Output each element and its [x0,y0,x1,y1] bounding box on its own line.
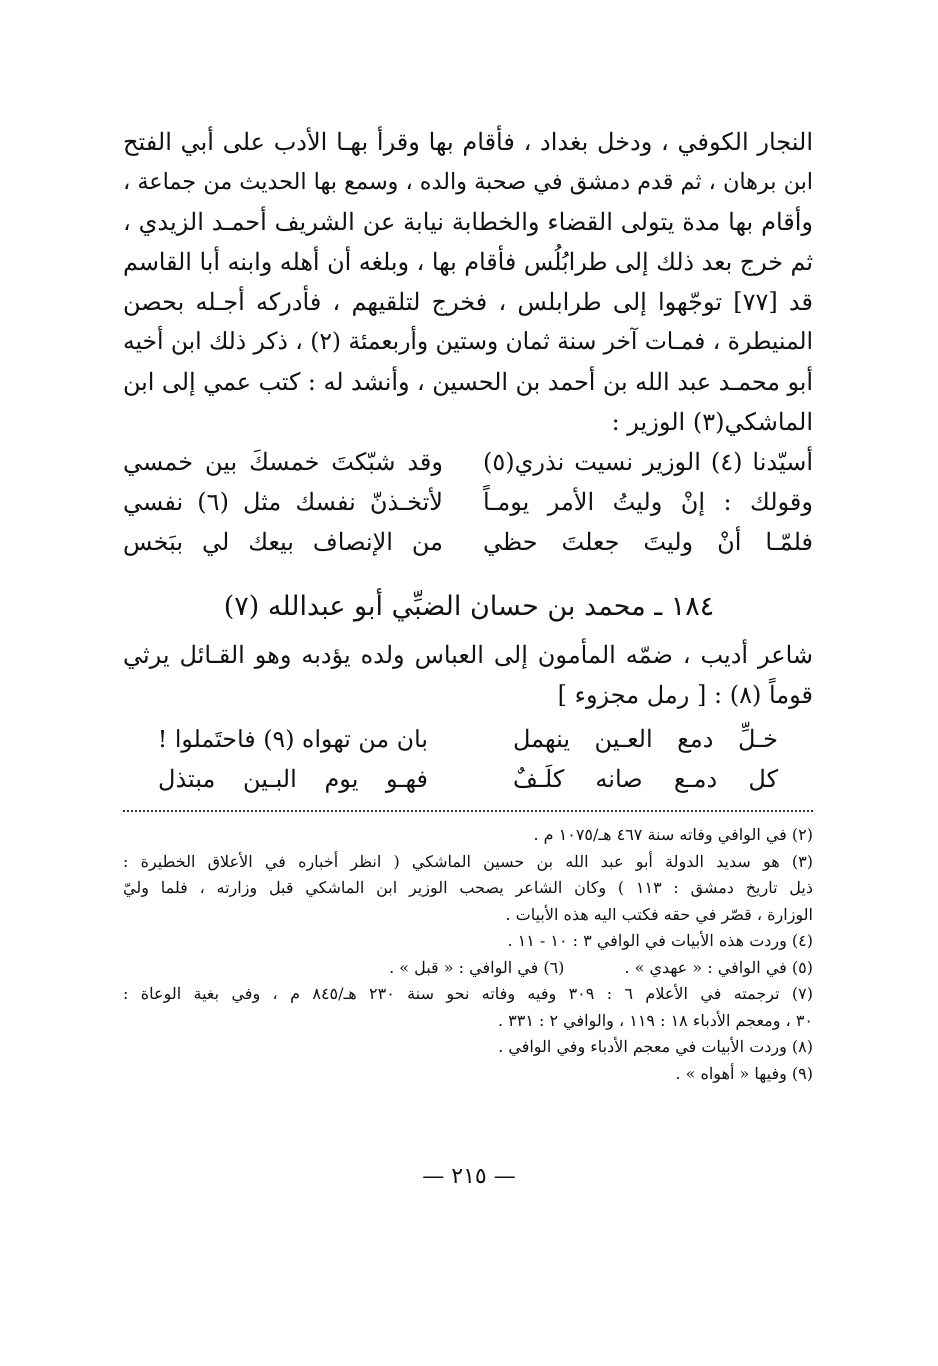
footnote: (٥) في الوافي : « عهدي » . [624,957,813,977]
footnotes [123,822,813,1087]
footnote: (٤) وردت هذه الأبيات في الوافي ٣ : ١٠ - ١١ . [507,931,813,950]
poem-second [158,719,778,799]
poem-verse [158,759,778,799]
verse-first-hemistich: أسيّدنا (٤) الوزير نسيت نذري(٥) [483,448,813,476]
footnote: الوزارة ، قصّر في حقه فكتب اليه هذه الأبيات . [505,904,813,924]
verse-second-hemistich: فهـو يوم البـين مبتذل [158,765,428,793]
footnote: (٩) وفيها « أهواه » . [675,1063,813,1083]
text-line: المنيطرة ، فمـات آخر سنة ثمان وستين وأربعمئة (٢) ، ذكر ذلك ابن أخيه [123,328,813,355]
footnote: (٦) في الوافي : « قبل » . [389,957,565,977]
text-line: ابن برهان ، ثم قدم دمشق في صحبة والده ، وسمع بها الحديث من جماعة ، [123,169,813,195]
entry-text [123,635,813,715]
main-text [123,122,813,442]
poem-verse [158,719,778,759]
footnote: ذيل تاريخ دمشق : ١١٣ ) وكان الشاعر يصحب الوزير ابن الماشكي قبل وزارته ، فلما وليّ [123,878,813,897]
verse-first-hemistich: خـلِّ دمع العـين ينهمل [513,725,778,753]
footnote-gap [564,955,624,982]
page-number: — ٢١٥ — [422,1164,516,1189]
text-line: النجار الكوفي ، ودخل بغداد ، فأقام بها وقرأ بهـا الأدب على أبي الفتح [123,128,813,156]
poem-first [123,442,813,562]
text-line: ثم خرج بعد ذلك إلى طرابُلُس فأقام بها ، وبلغه أن أهله وابنه أبا القاسم [123,248,813,276]
footnote: (٧) ترجمته في الأعلام ٦ : ٣٠٩ وفيه وفاته نحو سنة ٢٣٠ هـ/٨٤٥ م ، وفي بغية الوعاة : [123,984,813,1003]
text-line: وأقام بها مدة يتولى القضاء والخطابة نيابة عن الشريف أحمـد الزيدي ، [123,208,813,236]
footnote-pair [123,955,813,982]
verse-first-hemistich: وقولك : إنْ وليتُ الأمر يومـاً [483,488,813,516]
footnote-divider [123,810,813,812]
verse-second-hemistich: لأتخـذنّ نفسك مثل (٦) نفسي [123,488,443,516]
footnote: (٣) هو سديد الدولة أبو عبد الله بن حسين الماشكي ( انظر أخباره في الأعلاق الخطيرة : [123,851,813,871]
verse-first-hemistich: كل دمـع صانه كلَـفٌ [513,765,778,793]
verse-second-hemistich: من الإنصاف بيعك لي ببَخس [123,528,443,556]
text-line: شاعر أديب ، ضمّه المأمون إلى العباس ولده يؤدبه وهو القـائل يرثي [123,641,813,669]
text-line: الماشكي(٣) الوزير : [611,408,813,436]
entry-heading: ١٨٤ ـ محمد بن حسان الضبِّي أبو عبدالله (٧) [223,591,715,622]
verse-second-hemistich: وقد شبّكتَ خمسكَ بين خمسي [123,448,443,476]
footnote: (٨) وردت الأبيات في معجم الأدباء وفي الوافي . [498,1037,813,1056]
text-line: أبو محمـد عبد الله بن أحمد بن الحسين ، وأنشد له : كتب عمي إلى ابن [123,368,813,396]
footnote: (٢) في الوافي وفاته سنة ٤٦٧ هـ/١٠٧٥ م . [533,825,813,844]
poem-verse [123,442,813,482]
verse-second-hemistich: بان من تهواه (٩) فاحتَملوا ! [157,725,428,753]
poem-verse [123,522,813,562]
footnote: ٣٠ ، ومعجم الأدباء ١٨ : ١١٩ ، والوافي ٢ : ٣٣١ . [497,1010,813,1030]
verse-first-hemistich: فلمّـا أنْ وليتَ جعلتَ حظي [483,528,813,556]
text-line: قد [٧٧] توجّهوا إلى طرابلس ، فخرج لتلقيهم ، فأدركه أجـله بحصن [123,288,813,316]
text-line: قوماً (٨) : [ رمل مجزوء ] [557,681,813,709]
poem-verse [123,482,813,522]
